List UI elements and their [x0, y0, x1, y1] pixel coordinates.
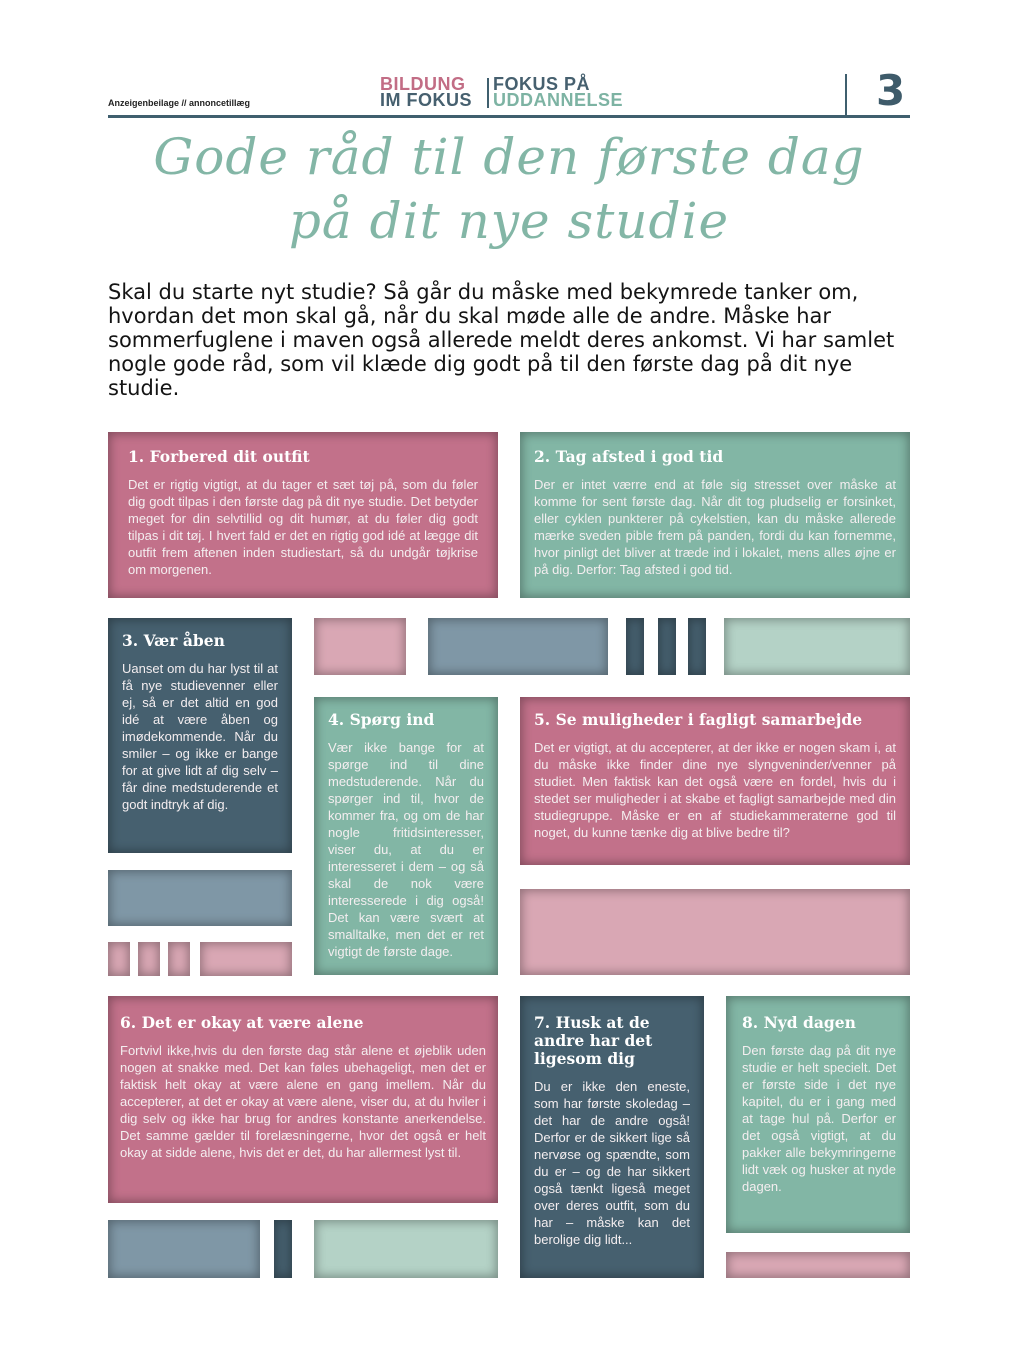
decor-block: [520, 889, 910, 975]
tip-body: Den første dag på dit nye studie er helt specielt. Det er første side i det nye kapitel, du er i gang med at tage hul på. Derfor er det også vigtigt, at du pakker alle bekymringerne lidt væk og husker at nyde dagen.: [742, 1043, 896, 1194]
decor-block: [724, 618, 910, 675]
page-number: 3: [876, 66, 906, 115]
logo-word-bildung: BILDUNG: [380, 74, 466, 94]
tip-body: Fortvivl ikke,hvis du den første dag står alene et øjeblik uden nogen at snakke med. Det kan føles ubehageligt, men det er faktisk helt okay at være alene en gang imellem. Når du accepterer, at det er okay at være alene, viser du, at du hviler i dig selv og ikke har brug for andres konstante anerkendelse. Det samme gælder til forelæsningerne, hvor det også er helt okay at sidde alene, hvis det er det, du har allermest lyst til.: [120, 1043, 486, 1160]
tip-body: Vær ikke bange for at spørge ind til dine medstuderende. Når du spørger ind til, hvor de kommer fra, og om de har nogle fritidsinteresser, viser du, at du er interesseret i dem – og så skal de nok være interesserede i dig også! Det kan være svært at smalltalke, men det er ret vigtigt de første dage.: [328, 740, 484, 959]
header-rule: [108, 115, 910, 118]
decor-block: [138, 942, 160, 976]
tip-heading: 7. Husk at de andre har det ligesom dig: [534, 1013, 653, 1068]
tip-card-1: [108, 432, 498, 598]
tip-heading: 8. Nyd dagen: [742, 1013, 856, 1032]
tip-card-2: [520, 432, 910, 598]
tip-card-8: [726, 996, 910, 1233]
supplement-label: Anzeigenbeilage // annoncetillæg: [108, 98, 251, 108]
decor-block: [626, 618, 644, 675]
header-divider: [845, 74, 847, 116]
tip-card-7: [520, 996, 704, 1278]
decor-block: [726, 1252, 910, 1278]
tip-card-6: [108, 996, 498, 1203]
decor-block: [688, 618, 706, 675]
decor-block: [108, 870, 292, 926]
logo-word-im-fokus: IM FOKUS: [380, 90, 472, 110]
tip-heading: 5. Se muligheder i fagligt samarbejde: [534, 710, 863, 729]
decor-block: [168, 942, 190, 976]
logo-word-fokus-paa: FOKUS PÅ: [493, 74, 591, 94]
tip-heading: 3. Vær åben: [122, 631, 225, 650]
tip-body: Der er intet værre end at føle sig stresset over måske at komme for sent første dag. Når dit tog pludselig er forsinket, eller cyklen punkterer på cykelstien, kan du måske allerede mærke sveden pible frem på panden, fordi du kan fornemme, hvor pinligt det bliver at træde ind i lokalet, mens alles øjne er på dig. Derfor: Tag afsted i god tid.: [534, 477, 896, 577]
tip-body: Uanset om du har lyst til at få nye studievenner eller ej, så er det altid en god idé at være åben og imødekommende. Når du smiler – og ikke er bange for at give lidt af dig selv – får dine medstuderende et godt indtryk af dig.: [122, 661, 278, 812]
decor-block: [428, 618, 608, 675]
decor-block: [314, 1220, 498, 1278]
tip-body: Det er vigtigt, at du accepterer, at der ikke er nogen skam i, at du måske ikke finder dine nye slyngveninder/venner på studiet. Men faktisk kan det også være en fordel, hvis du i stedet ser muligheder i at skabe et fagligt samarbejde med din studiegruppe. Måske er en af studiekammeraterne god til noget, du kunne tænke dig at blive bedre til?: [534, 740, 896, 840]
tip-heading: 1. Forbered dit outfit: [128, 447, 310, 466]
tip-heading: 6. Det er okay at være alene: [120, 1013, 364, 1032]
tip-card-4: [314, 697, 498, 975]
tip-body: Du er ikke den eneste, som har første skoledag – det har de andre også! Derfor er de sikkert lige så nervøse og spændte, som du er – og de har sikkert også tænkt ligeså meget over deres outfit, som du har – måske kan det berolige dig lidt...: [534, 1079, 690, 1247]
decor-block: [108, 942, 130, 976]
decor-block: [314, 618, 406, 675]
decor-block: [274, 1220, 292, 1278]
logo-word-uddannelse: UDDANNELSE: [493, 90, 624, 110]
page-title: [108, 125, 910, 253]
page-title-line-1: Gode råd til den første dag: [153, 128, 865, 186]
logo-left: [380, 76, 472, 108]
logo-right: [493, 76, 623, 108]
decor-block: [200, 942, 292, 976]
decor-block: [108, 1220, 260, 1278]
tip-card-3: [108, 618, 292, 853]
logo: [380, 76, 650, 110]
page-title-line-2: på dit nye studie: [288, 192, 730, 250]
tip-body: Det er rigtig vigtigt, at du tager et sæt tøj på, som du føler dig godt tilpas i den første dag på dit nye studie. Det betyder meget for din selvtillid og dit humør, at du føler dig godt tilpas i dit tøj. I hvert fald er det en rigtig god idé at lægge dit outfit frem aftenen inden studiestart, så du undgår tøjkrise om morgenen.: [128, 477, 478, 577]
tip-card-5: [520, 697, 910, 865]
intro-paragraph: Skal du starte nyt studie? Så går du måske med bekymrede tanker om, hvordan det mon skal gå, når du skal møde alle de andre. Måske har sommerfuglene i maven også allerede meldt deres ankomst. Vi har samlet nogle gode råd, som vil klæde dig godt på til den første dag på dit nye studie.: [108, 280, 895, 400]
logo-divider: [487, 78, 489, 108]
tip-heading: 2. Tag afsted i god tid: [534, 447, 724, 466]
tip-heading: 4. Spørg ind: [328, 710, 435, 729]
decor-block: [658, 618, 676, 675]
